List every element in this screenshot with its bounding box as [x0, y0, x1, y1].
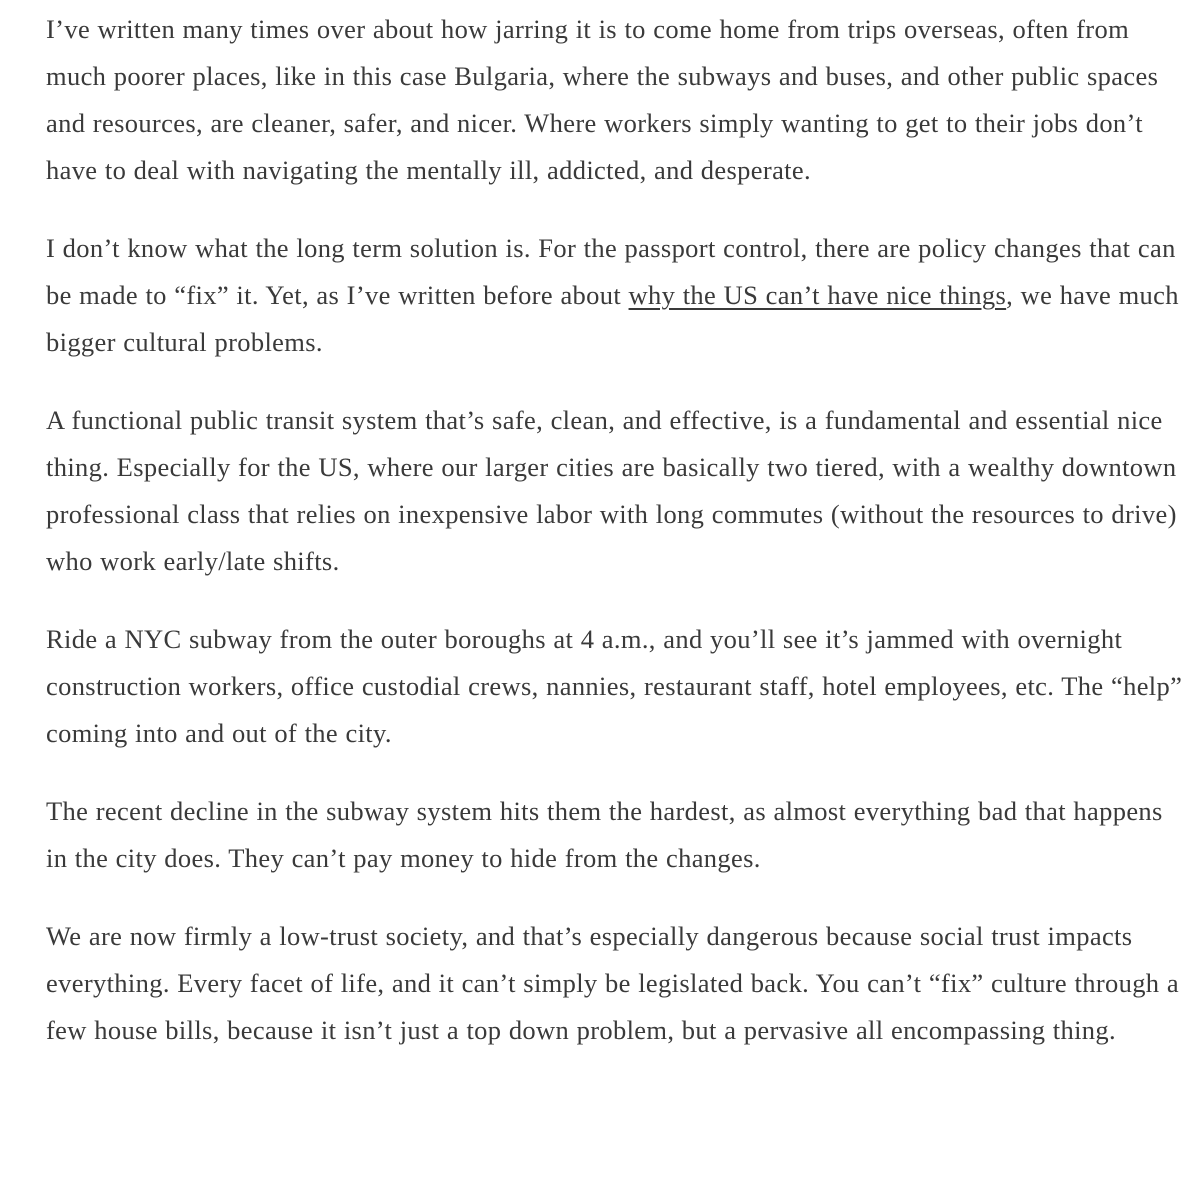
paragraph-4: Ride a NYC subway from the outer boroughs at 4 a.m., and you’ll see it’s jammed with overnight construction workers, office custodial crews, nannies, restaurant staff, hotel employees, etc. The “help” coming into and out of the city. [46, 624, 1183, 748]
paragraph-6: We are now firmly a low-trust society, and that’s especially dangerous because social trust impacts everything. Every facet of life, and it can’t simply be legislated back. You can’t “fix” culture through a few house bills, because it isn’t just a top down problem, but a pervasive all encompassing thing. [46, 921, 1179, 1045]
paragraph-1: I’ve written many times over about how jarring it is to come home from trips overseas, often from much poorer places, like in this case Bulgaria, where the subways and buses, and other public spaces and resources, are cleaner, safer, and nicer. Where workers simply wanting to get to their jobs don’t have to deal with navigating the mentally ill, addicted, and desperate. [46, 14, 1159, 185]
why-us-cant-have-nice-things-link[interactable]: why the US can’t have nice things [628, 280, 1007, 310]
paragraph-2 [46, 225, 1186, 366]
paragraph-3: A functional public transit system that’s safe, clean, and effective, is a fundamental and essential nice thing. Especially for the US, where our larger cities are basically two tiered, with a wealthy downtown professional class that relies on inexpensive labor with long commutes (without the resources to drive) who work early/late shifts. [46, 405, 1177, 576]
paragraph-5: The recent decline in the subway system hits them the hardest, as almost everything bad that happens in the city does. They can’t pay money to hide from the changes. [46, 796, 1163, 873]
article-body [46, 6, 1186, 1085]
paragraph-2-text-before-link: I don’t know what the long term solution is. For the passport control, there are policy changes that can be made to “fix” it. Yet, as I’ve written before about [46, 233, 1176, 310]
paragraph-2-text-after-link: , we have much bigger cultural problems. [46, 280, 1179, 357]
